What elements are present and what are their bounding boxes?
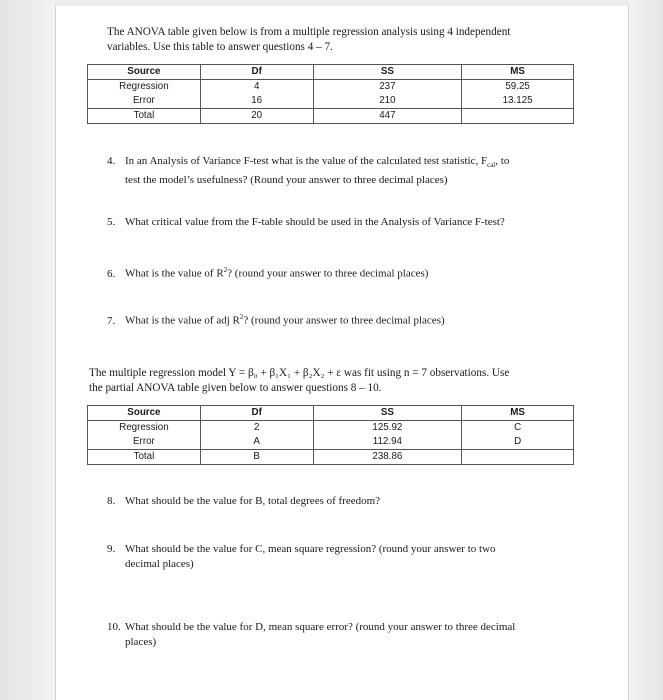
question-number: 10. — [107, 621, 121, 633]
header-source: Source — [88, 65, 201, 80]
cell-ms: D — [462, 435, 574, 450]
cell-ms: 13.125 — [462, 94, 574, 109]
anova-table-2 — [87, 405, 574, 465]
question-text-part: What is the value of adj R — [125, 314, 240, 327]
question-9 — [107, 542, 587, 571]
question-8 — [107, 494, 380, 509]
cell-ss: 447 — [313, 109, 462, 124]
question-4 — [107, 154, 587, 187]
cell-df: A — [200, 435, 313, 450]
viewer-left-border — [0, 0, 56, 700]
intro-2-line-2: the partial ANOVA table given below to answer questions 8 – 10. — [89, 381, 382, 394]
question-7 — [107, 310, 445, 328]
question-10 — [107, 620, 587, 649]
cell-source: Total — [88, 450, 201, 465]
cell-ss: 210 — [313, 94, 462, 109]
cell-source: Error — [88, 94, 201, 109]
question-text-line-2: decimal places) — [125, 557, 194, 570]
question-number: 8. — [107, 495, 116, 507]
header-ms: MS — [462, 406, 574, 421]
question-text — [125, 155, 510, 170]
question-number: 7. — [107, 314, 116, 327]
cell-ms — [462, 109, 574, 124]
question-text-line-2: places) — [125, 635, 157, 648]
question-text-part: ? (round your answer to three decimal places) — [227, 267, 429, 280]
cell-ss: 125.92 — [313, 421, 462, 436]
cell-df: B — [200, 450, 313, 465]
question-number: 4. — [107, 155, 116, 167]
question-number: 9. — [107, 543, 116, 555]
cell-ss: 238.86 — [313, 450, 462, 465]
table-row — [88, 421, 574, 436]
intro-paragraph-1 — [107, 25, 510, 54]
header-ss: SS — [313, 65, 462, 80]
header-ms: MS — [462, 65, 574, 80]
header-df: Df — [200, 406, 313, 421]
question-text: What should be the value for D, mean square error? (round your answer to three decimal — [125, 621, 516, 633]
intro-1-line-1: The ANOVA table given below is from a multiple regression analysis using 4 independent — [107, 26, 511, 38]
question-text-part: ? (round your answer to three decimal places) — [243, 314, 445, 327]
table-row — [88, 109, 574, 124]
question-text-part: In an Analysis of Variance F-test what is the value of the calculated test statistic, F — [125, 155, 488, 167]
question-5 — [107, 215, 505, 230]
table-row — [88, 94, 574, 109]
table-header-row — [88, 65, 574, 80]
header-source: Source — [88, 406, 201, 421]
question-6 — [107, 263, 428, 281]
cell-ms: C — [462, 421, 574, 436]
header-ss: SS — [313, 406, 462, 421]
anova-table-1 — [87, 64, 574, 124]
question-number: 6. — [107, 267, 116, 280]
cell-source: Regression — [88, 80, 201, 95]
cell-df: 20 — [200, 109, 313, 124]
superscript-2: 2 — [239, 313, 244, 321]
cell-source: Regression — [88, 421, 201, 436]
intro-paragraph-2 — [89, 366, 509, 395]
table-row — [88, 450, 574, 465]
table-row — [88, 80, 574, 95]
cell-ss: 112.94 — [313, 435, 462, 450]
table-header-row — [88, 406, 574, 421]
table-row — [88, 435, 574, 450]
question-text-part: , to — [495, 155, 510, 167]
cell-source: Total — [88, 109, 201, 124]
intro-2-line-1: The multiple regression model Y = β₀ + β₁X₁ + β₂X₂ + ε was fit using n = 7 observations. Use — [89, 367, 510, 379]
cell-ss: 237 — [313, 80, 462, 95]
intro-1-line-2: variables. Use this table to answer questions 4 – 7. — [107, 40, 333, 53]
question-text: What should be the value for C, mean square regression? (round your answer to two — [125, 543, 496, 555]
cell-source: Error — [88, 435, 201, 450]
header-df: Df — [200, 65, 313, 80]
question-text: What critical value from the F-table should be used in the Analysis of Variance F-test? — [125, 216, 505, 228]
question-text-part: What is the value of R — [125, 267, 224, 280]
subscript-cal: cal — [487, 161, 496, 170]
cell-df: 2 — [200, 421, 313, 436]
superscript-2: 2 — [223, 266, 228, 274]
question-text: What should be the value for B, total degrees of freedom? — [125, 495, 381, 507]
cell-df: 16 — [200, 94, 313, 109]
cell-df: 4 — [200, 80, 313, 95]
cell-ms: 59.25 — [462, 80, 574, 95]
question-number: 5. — [107, 216, 116, 228]
viewer-right-border — [628, 0, 663, 700]
cell-ms — [462, 450, 574, 465]
question-text-line-2: test the model’s usefulness? (Round your answer to three decimal places) — [125, 173, 448, 186]
